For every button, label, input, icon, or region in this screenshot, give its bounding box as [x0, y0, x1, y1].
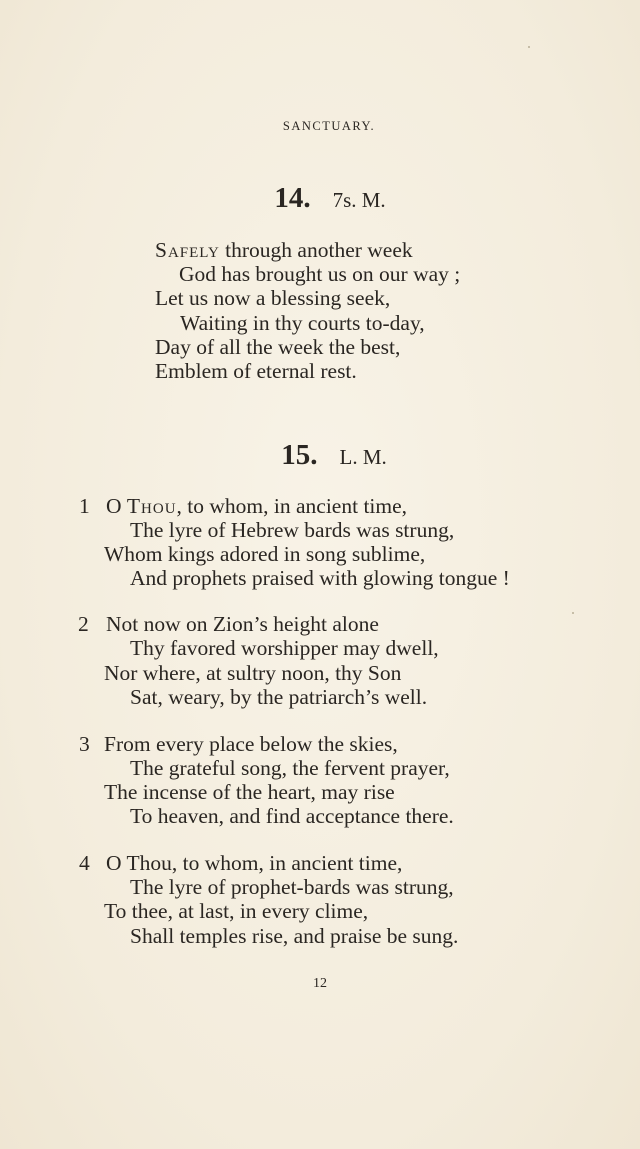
hymn-14-meter: 7s. M. [332, 188, 386, 212]
verse-1-lead-caps: Thou [126, 494, 177, 518]
paper-speck [572, 612, 574, 614]
verse-1-number: 1 [79, 494, 90, 518]
hymn-14-heading [0, 182, 640, 215]
verse-1-line-1 [106, 494, 407, 519]
hymn-14-line-1-text: through another week [219, 238, 413, 262]
verse-4-line-3: To thee, at last, in every clime, [104, 899, 369, 923]
verse-3-line-2: The grateful song, the fervent prayer, [130, 756, 450, 780]
verse-4-line-1: O Thou, to whom, in ancient time, [106, 851, 403, 875]
verse-1-line-3: Whom kings adored in song sublime, [104, 542, 426, 566]
verse-3-line-4: To heaven, and find acceptance there. [130, 804, 454, 828]
verse-1-lead: O [106, 494, 127, 518]
verse-1-line-4: And prophets praised with glowing tongue ! [130, 566, 510, 590]
hymn-14-line-2: God has brought us on our way ; [179, 262, 461, 286]
hymn-14-first-word: Safely [155, 238, 220, 262]
hymn-15-meter: L. M. [339, 445, 387, 469]
verse-1-first-rest: , to whom, in ancient time, [176, 494, 408, 518]
verse-2-line-3: Nor where, at sultry noon, thy Son [104, 661, 402, 685]
hymn-14-number: 14. [274, 182, 311, 214]
page-number: 12 [313, 976, 327, 991]
verse-3-line-3: The incense of the heart, may rise [104, 780, 395, 804]
hymn-14-line-6: Emblem of eternal rest. [155, 359, 357, 383]
verse-3-line-1: From every place below the skies, [104, 732, 398, 756]
hymn-15-heading [0, 439, 640, 472]
verse-2-line-2: Thy favored worshipper may dwell, [130, 636, 439, 660]
verse-2-line-4: Sat, weary, by the patriarch’s well. [130, 685, 428, 709]
hymn-14-line-1 [155, 238, 413, 263]
verse-4-number: 4 [79, 851, 90, 875]
hymn-14-line-5: Day of all the week the best, [155, 335, 401, 359]
hymn-15-number: 15. [281, 439, 318, 471]
running-head: SANCTUARY. [282, 119, 376, 133]
verse-4-line-4: Shall temples rise, and praise be sung. [130, 924, 459, 948]
verse-3-number: 3 [79, 732, 90, 756]
verse-1-line-2: The lyre of Hebrew bards was strung, [130, 518, 455, 542]
verse-2-line-1: Not now on Zion’s height alone [106, 612, 379, 636]
hymn-14-line-4: Waiting in thy courts to-day, [180, 311, 425, 335]
hymn-14-line-3: Let us now a blessing seek, [155, 286, 391, 310]
paper-speck [528, 46, 530, 48]
verse-2-number: 2 [78, 612, 89, 636]
verse-4-line-2: The lyre of prophet-bards was strung, [130, 875, 454, 899]
